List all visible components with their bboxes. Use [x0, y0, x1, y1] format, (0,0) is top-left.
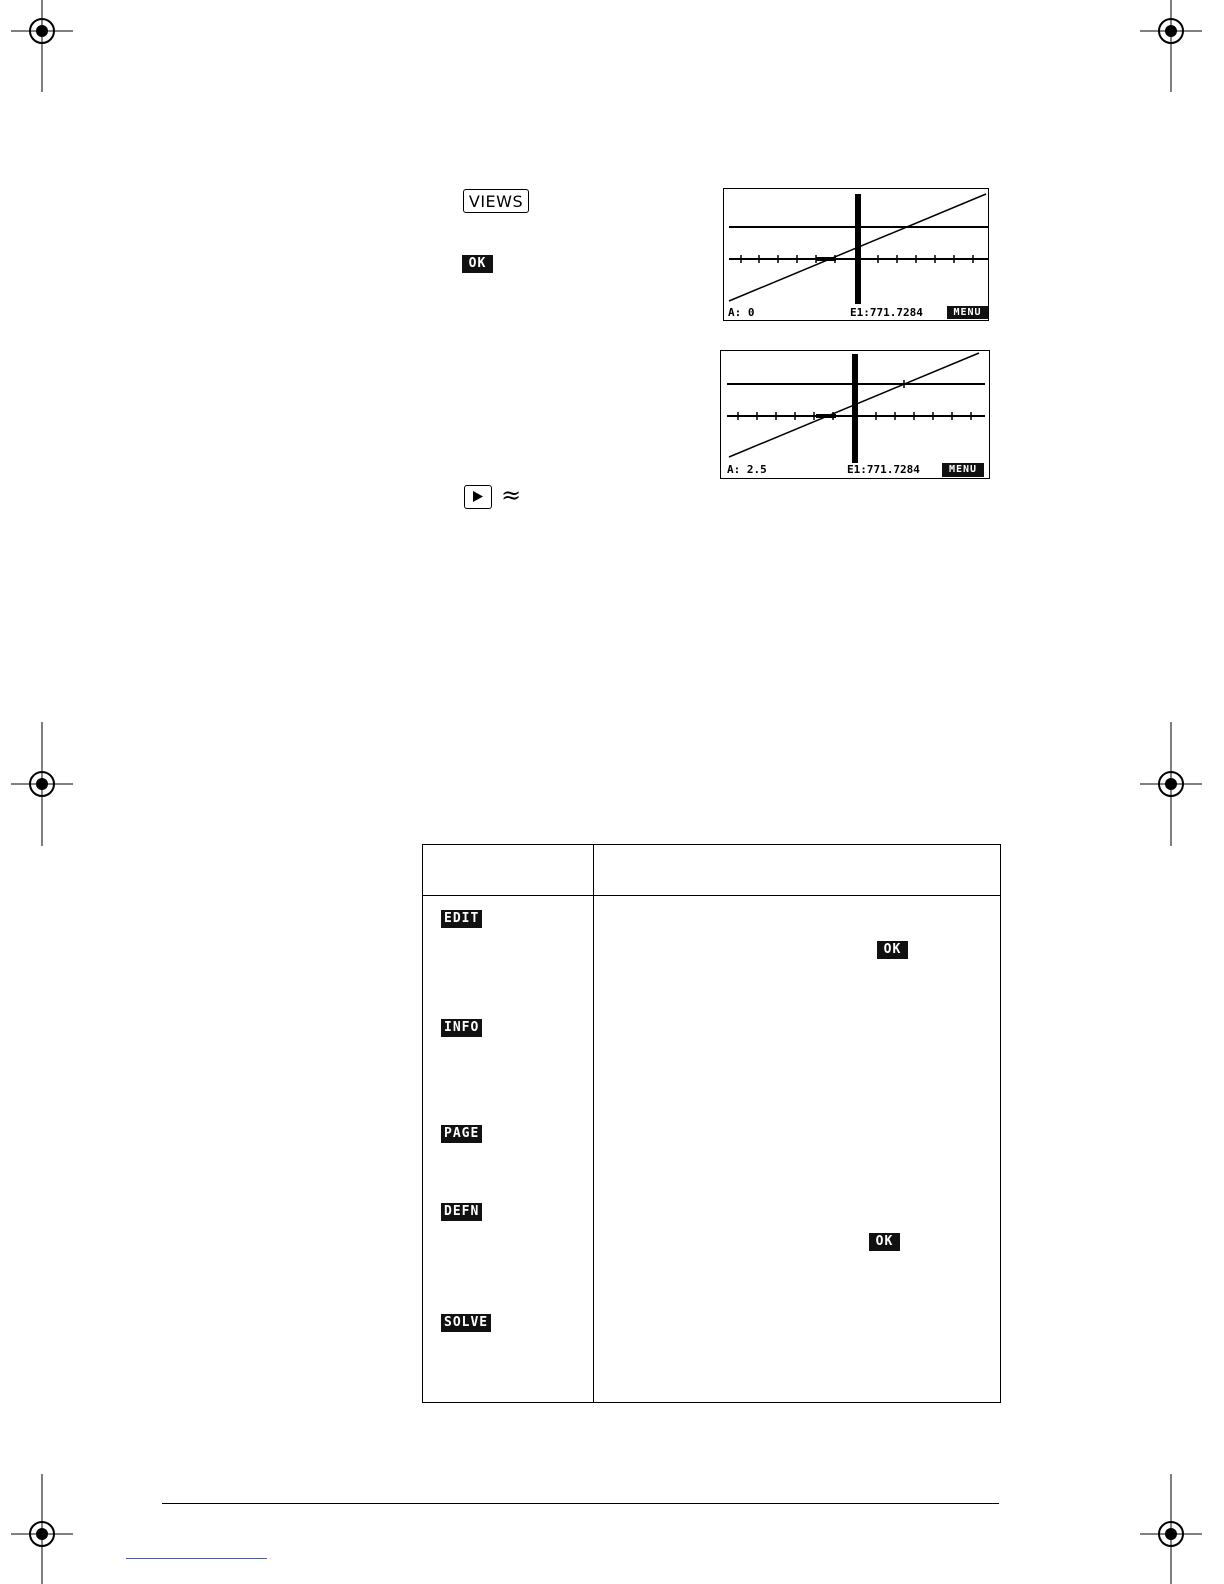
defn-softkey[interactable]: DEFN [441, 1203, 482, 1221]
registration-mark-top-left [11, 0, 73, 94]
status-left-1: A: 0 [728, 306, 755, 319]
solve-softkey[interactable]: SOLVE [441, 1314, 491, 1332]
status-value-2: E1:771.7284 [847, 463, 920, 476]
registration-mark-bottom-left [11, 1474, 73, 1584]
info-softkey[interactable]: INFO [441, 1019, 482, 1037]
views-key[interactable]: VIEWS [463, 189, 529, 213]
ok-softkey-inline-2[interactable]: OK [869, 1233, 900, 1251]
status-left-2: A: 2.5 [727, 463, 767, 476]
edit-softkey[interactable]: EDIT [441, 910, 482, 928]
registration-mark-mid-left [11, 722, 73, 848]
page-softkey[interactable]: PAGE [441, 1125, 482, 1143]
ok-softkey[interactable]: OK [462, 255, 493, 273]
right-arrow-icon [465, 486, 490, 507]
table-header-divider [423, 895, 1000, 896]
status-value-1: E1:771.7284 [850, 306, 923, 319]
plot-screen-1 [724, 189, 988, 320]
menu-softkey-2[interactable]: MENU [942, 463, 984, 477]
registration-mark-mid-right [1140, 722, 1202, 848]
table-column-divider [593, 845, 594, 1402]
softkey-table [422, 844, 1001, 1403]
menu-softkey-1[interactable]: MENU [947, 306, 988, 319]
registration-mark-top-right [1140, 0, 1202, 94]
footer-link-underline[interactable] [126, 1558, 267, 1559]
approx-key-symbol: ≈ [501, 481, 522, 509]
plot-screen-2 [721, 351, 989, 478]
ok-softkey-inline-1[interactable]: OK [877, 941, 908, 959]
registration-mark-bottom-right [1140, 1474, 1202, 1584]
footer-rule [162, 1503, 999, 1504]
calculator-screen-1 [723, 188, 989, 321]
calculator-screen-2 [720, 350, 990, 479]
right-arrow-key[interactable] [464, 485, 492, 509]
